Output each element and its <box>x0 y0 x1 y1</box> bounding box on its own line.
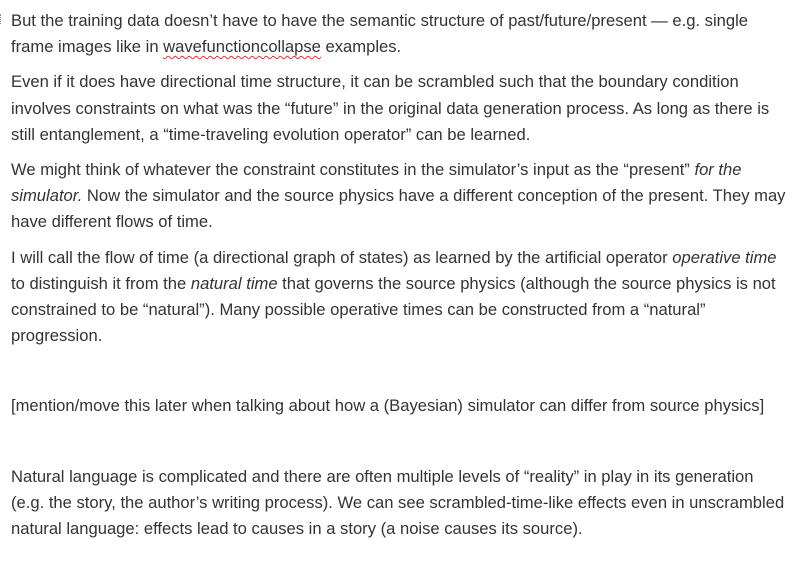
p3-text-after: Now the simulator and the source physics have a different conception of the present. They may have different flows of time. <box>11 186 786 232</box>
p4-text-part3: that governs the source physics (although the source physics is not constrained to be “natural”). Many possible operative times can be constructed from a “natural” progression. <box>11 273 776 346</box>
p1-text-after: examples. <box>320 37 402 57</box>
p1-text-before: But the training data doesn’t have to have the semantic structure of past/future/present — e.g. single frame images like in <box>11 11 749 57</box>
p1-misspelled-word[interactable]: wavefunctioncollapse <box>163 37 321 57</box>
p4-italic-natural-time: natural time <box>190 273 278 293</box>
paragraph-mention-note: [mention/move this later when talking about how a (Bayesian) simulator can differ from source physics] <box>11 396 765 416</box>
p3-text-before: We might think of whatever the constraint constitutes in the simulator’s input as the “present” <box>11 160 695 180</box>
paragraph-operative-time <box>11 245 787 350</box>
blank-space <box>11 358 787 393</box>
p4-italic-operative-time: operative time <box>672 247 777 267</box>
p4-text-part2: to distinguish it from the <box>11 273 191 293</box>
paragraph-training-data <box>11 8 787 60</box>
paragraph-present-for-simulator <box>11 157 787 236</box>
p4-text-part1: I will call the flow of time (a directional graph of states) as learned by the artificial operator <box>11 247 673 267</box>
paragraph-natural-language: Natural language is complicated and there are often multiple levels of “reality” in play in its generation (e.g. the story, the author’s writing process). We can see scrambled-time-like effects even in unscrambled natural language: effects lead to causes in a story (a noise causes its source). <box>11 466 785 539</box>
blank-space <box>11 429 787 464</box>
margin-marker <box>0 14 4 24</box>
paragraph-directional-time: Even if it does have directional time structure, it can be scrambled such that the boundary condition involves constraints on what was the “future” in the original data generation process. As long as there is still entanglement, a “time-traveling evolution operator” can be learned. <box>11 72 770 144</box>
p3-italic-phrase: for the simulator. <box>11 160 742 206</box>
document-body <box>11 8 787 551</box>
